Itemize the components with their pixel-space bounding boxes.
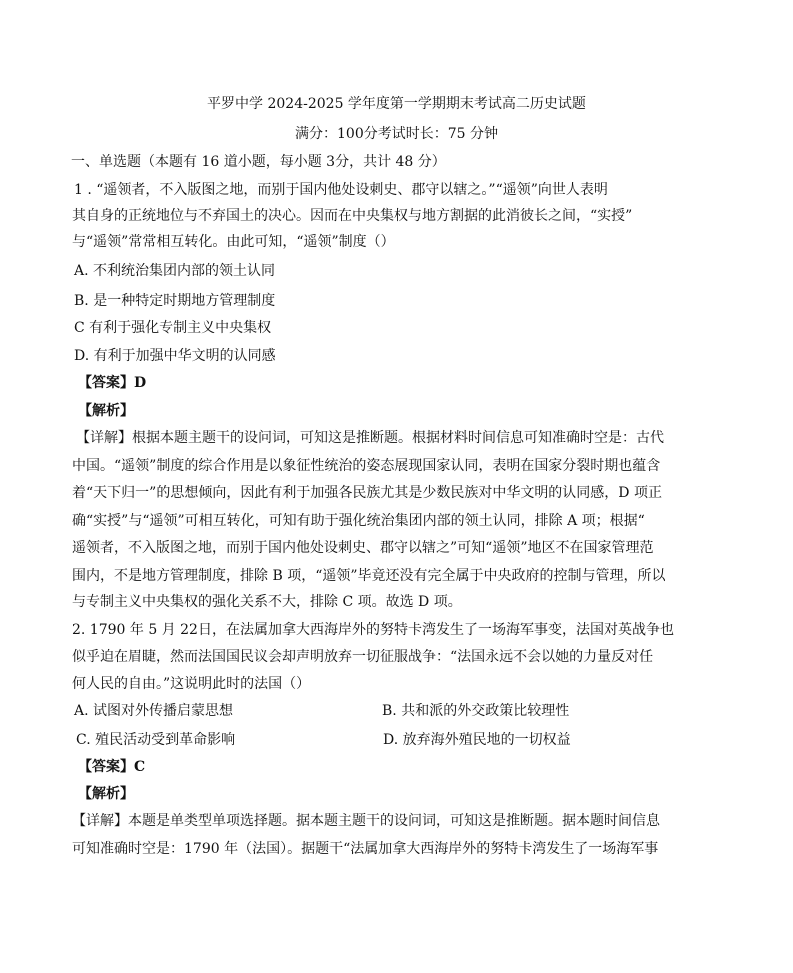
q2-analysis-label: 【解析】 <box>78 786 134 802</box>
q1-detail-line-3: 着“天下归一”的思想倾向，因此有利于加强各民族尤其是少数民族对中华文明的认同感，D 项正 <box>72 485 662 501</box>
q1-detail-line-7: 与专制主义中央集权的强化关系不大，排除 C 项。故选 D 项。 <box>72 594 462 610</box>
q1-option-a: A. 不利统治集团内部的领土认同 <box>74 263 276 279</box>
q2-stem-line-2: 似乎迫在眉睫，然而法国国民议会却声明放弃一切征服战争：“法国永远不会以她的力量反对任 <box>72 649 654 665</box>
q2-stem-line-3: 何人民的自由。”这说明此时的法国（） <box>72 676 311 692</box>
q1-detail-line-4: 确“实授”与“遥领”可相互转化，可知有助于强化统治集团内部的领土认同，排除 A 项；根据“ <box>72 513 645 529</box>
q2-detail-line-1: 【详解】本题是单类型单项选择题。据本题主题干的设问词，可知这是推断题。据本题时间信息 <box>72 813 660 829</box>
q1-analysis-label: 【解析】 <box>78 403 134 419</box>
q2-answer: 【答案】C <box>78 759 146 775</box>
q2-stem-line-1: 2. 1790 年 5 月 22日，在法属加拿大西海岸外的努特卡湾发生了一场海军事变，法国对英战争也 <box>72 622 674 638</box>
q2-option-d: D. 放弃海外殖民地的一切权益 <box>383 732 571 748</box>
q1-stem-line-3: 与“遥领”常常相互转化。由此可知，“遥领”制度（） <box>72 234 395 250</box>
q2-detail-line-2: 可知准确时空是：1790 年（法国）。据题干“法属加拿大西海岸外的努特卡湾发生了一场海军事 <box>72 841 659 857</box>
q2-option-b: B. 共和派的外交政策比较理性 <box>382 703 570 719</box>
q1-option-d: D. 有利于加强中华文明的认同感 <box>74 348 276 364</box>
q1-detail-line-5: 遥领者，不入版图之地，而别于国内他处设刺史、郡守以辖之”可知“遥领”地区不在国家管理范 <box>72 540 654 556</box>
page-title: 平罗中学 2024-2025 学年度第一学期期末考试高二历史试题 <box>207 96 586 112</box>
q2-option-c: C. 殖民活动受到革命影响 <box>76 732 236 748</box>
section-heading: 一、单选题（本题有 16 道小题，每小题 3分，共计 48 分） <box>71 154 446 170</box>
q1-option-c: C 有利于强化专制主义中央集权 <box>74 320 272 336</box>
q1-option-b: B. 是一种特定时期地方管理制度 <box>74 293 276 309</box>
q1-detail-line-1: 【详解】根据本题主题干的设问词，可知这是推断题。根据材料时间信息可知准确时空是：古代 <box>76 430 664 446</box>
q1-answer: 【答案】D <box>78 375 147 391</box>
page-subtitle: 满分：100分考试时长：75 分钟 <box>295 126 498 142</box>
q1-detail-line-2: 中国。“遥领”制度的综合作用是以象征性统治的姿态展现国家认同，表明在国家分裂时期也蕴含 <box>72 458 661 474</box>
q1-stem-line-2: 其自身的正统地位与不弃国土的决心。因而在中央集权与地方割据的此消彼长之间，“实授” <box>72 208 633 224</box>
q1-stem-line-1: 1 . “遥领者，不入版图之地，而别于国内他处设刺史、郡守以辖之。”“遥领”向世人表明 <box>74 182 608 198</box>
q1-detail-line-6: 围内，不是地方管理制度，排除 B 项，“遥领”毕竟还没有完全属于中央政府的控制与管理，所以 <box>72 568 666 584</box>
q2-option-a: A. 试图对外传播启蒙思想 <box>74 703 234 719</box>
